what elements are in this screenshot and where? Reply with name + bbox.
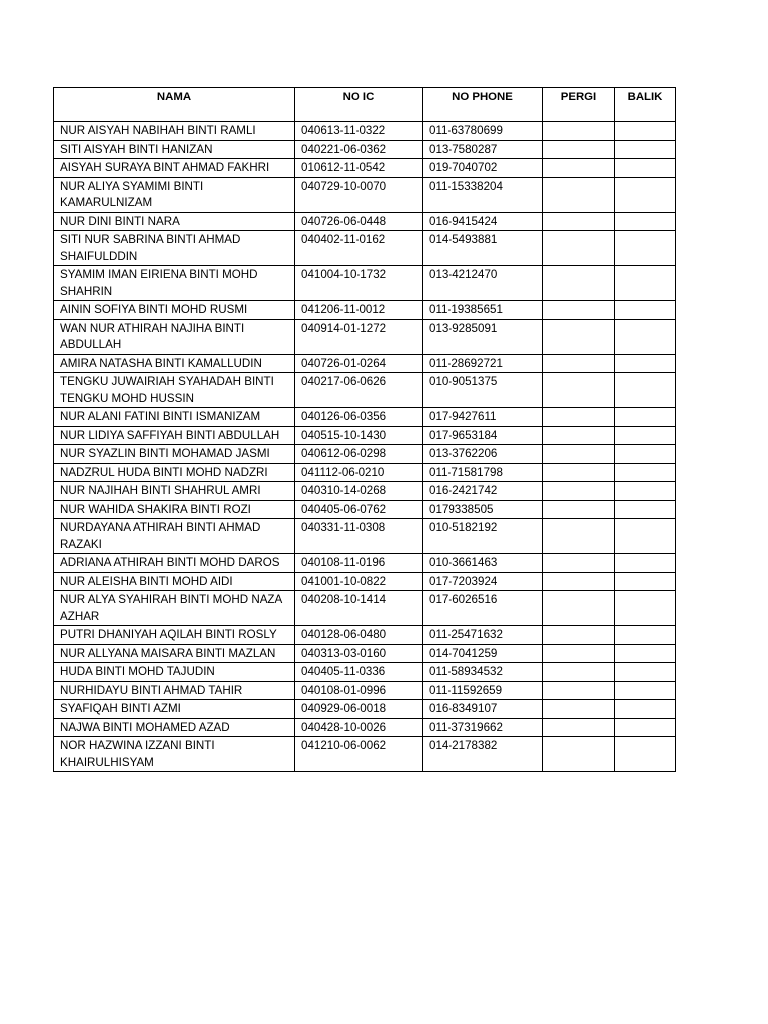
cell-no-phone: 010-5182192	[423, 519, 543, 554]
cell-pergi	[543, 572, 615, 591]
cell-no-phone: 014-2178382	[423, 737, 543, 772]
cell-balik	[615, 445, 676, 464]
cell-no-phone: 013-3762206	[423, 445, 543, 464]
cell-balik	[615, 519, 676, 554]
column-header-no-phone: NO PHONE	[423, 88, 543, 122]
cell-no-ic: 040405-06-0762	[295, 500, 423, 519]
cell-no-phone: 016-8349107	[423, 700, 543, 719]
cell-no-ic: 040108-01-0996	[295, 681, 423, 700]
cell-no-phone: 016-2421742	[423, 482, 543, 501]
cell-pergi	[543, 140, 615, 159]
cell-nama: NURHIDAYU BINTI AHMAD TAHIR	[54, 681, 295, 700]
cell-no-phone: 017-9427611	[423, 408, 543, 427]
cell-no-ic: 040310-14-0268	[295, 482, 423, 501]
cell-pergi	[543, 626, 615, 645]
cell-no-phone: 011-63780699	[423, 122, 543, 141]
cell-nama: NUR SYAZLIN BINTI MOHAMAD JASMI	[54, 445, 295, 464]
cell-no-phone: 011-15338204	[423, 177, 543, 212]
cell-no-phone: 017-9653184	[423, 426, 543, 445]
cell-balik	[615, 212, 676, 231]
cell-balik	[615, 140, 676, 159]
cell-balik	[615, 266, 676, 301]
cell-balik	[615, 301, 676, 320]
cell-nama: NAJWA BINTI MOHAMED AZAD	[54, 718, 295, 737]
table-row	[54, 140, 676, 159]
table-row	[54, 122, 676, 141]
cell-pergi	[543, 519, 615, 554]
cell-pergi	[543, 354, 615, 373]
cell-no-phone: 014-7041259	[423, 644, 543, 663]
cell-no-phone: 017-7203924	[423, 572, 543, 591]
cell-nama: SITI AISYAH BINTI HANIZAN	[54, 140, 295, 159]
cell-no-phone: 014-5493881	[423, 231, 543, 266]
cell-no-phone: 017-6026516	[423, 591, 543, 626]
cell-pergi	[543, 408, 615, 427]
cell-no-phone: 013-7580287	[423, 140, 543, 159]
cell-no-ic: 040217-06-0626	[295, 373, 423, 408]
cell-no-ic: 040126-06-0356	[295, 408, 423, 427]
cell-pergi	[543, 159, 615, 178]
cell-nama: NUR ALIYA SYAMIMI BINTI KAMARULNIZAM	[54, 177, 295, 212]
cell-no-ic: 040914-01-1272	[295, 319, 423, 354]
cell-no-ic: 040208-10-1414	[295, 591, 423, 626]
cell-no-phone: 011-25471632	[423, 626, 543, 645]
table-row	[54, 737, 676, 772]
table-row	[54, 700, 676, 719]
cell-balik	[615, 700, 676, 719]
table-row	[54, 426, 676, 445]
column-header-nama: NAMA	[54, 88, 295, 122]
cell-pergi	[543, 231, 615, 266]
cell-nama: NADZRUL HUDA BINTI MOHD NADZRI	[54, 463, 295, 482]
cell-nama: NUR LIDIYA SAFFIYAH BINTI ABDULLAH	[54, 426, 295, 445]
cell-no-ic: 040128-06-0480	[295, 626, 423, 645]
cell-nama: NOR HAZWINA IZZANI BINTI KHAIRULHISYAM	[54, 737, 295, 772]
cell-nama: NUR WAHIDA SHAKIRA BINTI ROZI	[54, 500, 295, 519]
cell-nama: HUDA BINTI MOHD TAJUDIN	[54, 663, 295, 682]
cell-no-ic: 040726-06-0448	[295, 212, 423, 231]
column-header-no-ic: NO IC	[295, 88, 423, 122]
table-row	[54, 500, 676, 519]
cell-no-ic: 010612-11-0542	[295, 159, 423, 178]
cell-nama: TENGKU JUWAIRIAH SYAHADAH BINTI TENGKU MOHD HUSSIN	[54, 373, 295, 408]
cell-pergi	[543, 122, 615, 141]
cell-balik	[615, 681, 676, 700]
cell-no-ic: 040613-11-0322	[295, 122, 423, 141]
cell-nama: SYAFIQAH BINTI AZMI	[54, 700, 295, 719]
cell-pergi	[543, 591, 615, 626]
cell-pergi	[543, 301, 615, 320]
cell-no-phone: 011-71581798	[423, 463, 543, 482]
cell-no-ic: 040612-06-0298	[295, 445, 423, 464]
cell-balik	[615, 644, 676, 663]
cell-no-ic: 040428-10-0026	[295, 718, 423, 737]
cell-balik	[615, 482, 676, 501]
table-row	[54, 266, 676, 301]
cell-nama: ADRIANA ATHIRAH BINTI MOHD DAROS	[54, 554, 295, 573]
cell-nama: AISYAH SURAYA BINT AHMAD FAKHRI	[54, 159, 295, 178]
table-row	[54, 408, 676, 427]
cell-pergi	[543, 482, 615, 501]
cell-no-ic: 040405-11-0336	[295, 663, 423, 682]
cell-no-ic: 040515-10-1430	[295, 426, 423, 445]
cell-balik	[615, 626, 676, 645]
cell-no-ic: 041112-06-0210	[295, 463, 423, 482]
cell-nama: SYAMIM IMAN EIRIENA BINTI MOHD SHAHRIN	[54, 266, 295, 301]
cell-balik	[615, 463, 676, 482]
cell-balik	[615, 159, 676, 178]
cell-no-ic: 040331-11-0308	[295, 519, 423, 554]
cell-nama: PUTRI DHANIYAH AQILAH BINTI ROSLY	[54, 626, 295, 645]
cell-no-ic: 040221-06-0362	[295, 140, 423, 159]
cell-pergi	[543, 426, 615, 445]
table-row	[54, 718, 676, 737]
cell-balik	[615, 319, 676, 354]
column-header-balik: BALIK	[615, 88, 676, 122]
cell-balik	[615, 354, 676, 373]
cell-pergi	[543, 319, 615, 354]
cell-no-phone: 013-9285091	[423, 319, 543, 354]
table-row	[54, 354, 676, 373]
table-row	[54, 231, 676, 266]
cell-nama: NUR ALLYANA MAISARA BINTI MAZLAN	[54, 644, 295, 663]
table-row	[54, 463, 676, 482]
cell-no-phone: 010-9051375	[423, 373, 543, 408]
cell-pergi	[543, 737, 615, 772]
table-row	[54, 626, 676, 645]
table-row	[54, 519, 676, 554]
participant-table	[53, 87, 676, 772]
cell-no-phone: 011-28692721	[423, 354, 543, 373]
cell-no-phone: 010-3661463	[423, 554, 543, 573]
cell-nama: NURDAYANA ATHIRAH BINTI AHMAD RAZAKI	[54, 519, 295, 554]
cell-balik	[615, 718, 676, 737]
table-row	[54, 482, 676, 501]
cell-pergi	[543, 663, 615, 682]
cell-balik	[615, 591, 676, 626]
cell-balik	[615, 177, 676, 212]
table-row	[54, 591, 676, 626]
cell-no-phone: 011-19385651	[423, 301, 543, 320]
cell-no-ic: 040729-10-0070	[295, 177, 423, 212]
cell-balik	[615, 663, 676, 682]
cell-pergi	[543, 373, 615, 408]
cell-no-phone: 019-7040702	[423, 159, 543, 178]
cell-no-phone: 011-58934532	[423, 663, 543, 682]
cell-balik	[615, 500, 676, 519]
table-row	[54, 319, 676, 354]
cell-nama: NUR ALEISHA BINTI MOHD AIDI	[54, 572, 295, 591]
cell-balik	[615, 426, 676, 445]
cell-pergi	[543, 644, 615, 663]
cell-pergi	[543, 266, 615, 301]
table-row	[54, 177, 676, 212]
cell-nama: NUR ALYA SYAHIRAH BINTI MOHD NAZA AZHAR	[54, 591, 295, 626]
cell-nama: SITI NUR SABRINA BINTI AHMAD SHAIFULDDIN	[54, 231, 295, 266]
cell-no-phone: 0179338505	[423, 500, 543, 519]
cell-pergi	[543, 554, 615, 573]
table-row	[54, 301, 676, 320]
table-row	[54, 159, 676, 178]
table-row	[54, 554, 676, 573]
cell-nama: NUR NAJIHAH BINTI SHAHRUL AMRI	[54, 482, 295, 501]
cell-no-ic: 041004-10-1732	[295, 266, 423, 301]
table-row	[54, 445, 676, 464]
cell-no-phone: 011-11592659	[423, 681, 543, 700]
cell-no-phone: 016-9415424	[423, 212, 543, 231]
cell-balik	[615, 231, 676, 266]
cell-no-ic: 041210-06-0062	[295, 737, 423, 772]
cell-pergi	[543, 500, 615, 519]
table-row	[54, 663, 676, 682]
cell-no-ic: 040726-01-0264	[295, 354, 423, 373]
cell-no-ic: 040313-03-0160	[295, 644, 423, 663]
cell-balik	[615, 737, 676, 772]
cell-balik	[615, 572, 676, 591]
table-row	[54, 572, 676, 591]
cell-no-ic: 040402-11-0162	[295, 231, 423, 266]
cell-no-ic: 041206-11-0012	[295, 301, 423, 320]
cell-no-ic: 040929-06-0018	[295, 700, 423, 719]
cell-balik	[615, 373, 676, 408]
cell-balik	[615, 408, 676, 427]
cell-balik	[615, 122, 676, 141]
table-row	[54, 212, 676, 231]
cell-nama: NUR AISYAH NABIHAH BINTI RAMLI	[54, 122, 295, 141]
cell-balik	[615, 554, 676, 573]
table-row	[54, 681, 676, 700]
table-header-row	[54, 88, 676, 122]
table-row	[54, 373, 676, 408]
cell-pergi	[543, 445, 615, 464]
cell-nama: AININ SOFIYA BINTI MOHD RUSMI	[54, 301, 295, 320]
cell-nama: NUR ALANI FATINI BINTI ISMANIZAM	[54, 408, 295, 427]
cell-pergi	[543, 212, 615, 231]
cell-no-ic: 041001-10-0822	[295, 572, 423, 591]
cell-no-ic: 040108-11-0196	[295, 554, 423, 573]
table-row	[54, 644, 676, 663]
cell-no-phone: 013-4212470	[423, 266, 543, 301]
cell-nama: NUR DINI BINTI NARA	[54, 212, 295, 231]
cell-pergi	[543, 700, 615, 719]
cell-pergi	[543, 681, 615, 700]
column-header-pergi: PERGI	[543, 88, 615, 122]
cell-pergi	[543, 177, 615, 212]
table-body	[54, 122, 676, 772]
cell-nama: AMIRA NATASHA BINTI KAMALLUDIN	[54, 354, 295, 373]
cell-no-phone: 011-37319662	[423, 718, 543, 737]
cell-pergi	[543, 463, 615, 482]
cell-pergi	[543, 718, 615, 737]
cell-nama: WAN NUR ATHIRAH NAJIHA BINTI ABDULLAH	[54, 319, 295, 354]
